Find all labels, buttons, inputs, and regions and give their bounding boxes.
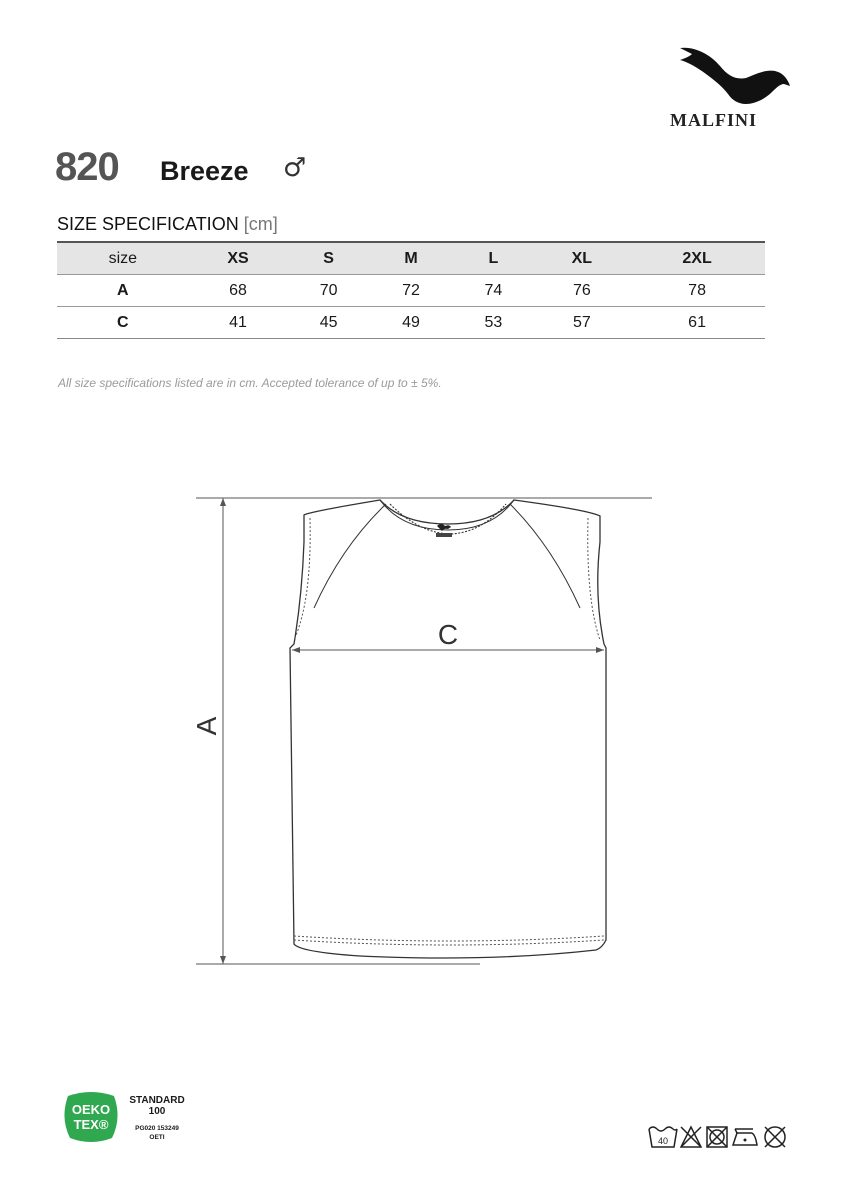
header-cell: S [287, 242, 369, 275]
tolerance-note: All size specifications listed are in cm. Accepted tolerance of up to ± 5%. [58, 376, 442, 390]
table-header-row [57, 242, 765, 275]
header-cell: XS [189, 242, 288, 275]
eagle-icon [672, 40, 802, 110]
garment-diagram [190, 490, 660, 975]
c-label: C [437, 619, 459, 650]
header-cell: 2XL [629, 242, 765, 275]
table-cell: 53 [484, 313, 503, 331]
oeko-line2: TEX® [73, 1117, 109, 1132]
product-model: 820 [55, 145, 119, 189]
garment-outline [290, 500, 606, 958]
spec-heading [57, 214, 278, 235]
male-icon: ♂ [283, 153, 307, 183]
oeko-institute: OETI [149, 1134, 165, 1141]
table-cell: 41 [229, 313, 247, 331]
care-symbols [647, 1123, 799, 1151]
table-cell: 61 [688, 313, 706, 331]
header-cell: L [452, 242, 534, 275]
no-tumble-dry-icon [707, 1127, 727, 1147]
a-label: A [191, 716, 222, 736]
brand-name: MALFINI [670, 110, 757, 130]
row-label: C [117, 313, 129, 331]
header-cell: size [57, 242, 189, 275]
table-cell: 74 [452, 275, 534, 307]
table-cell: 78 [629, 275, 765, 307]
tank-top-drawing [190, 490, 660, 975]
size-table [57, 241, 765, 339]
table-cell: 68 [189, 275, 288, 307]
oeko-code [126, 1124, 188, 1142]
svg-text:40: 40 [657, 1136, 669, 1146]
header-cell: M [370, 242, 452, 275]
row-label: A [57, 275, 189, 307]
table-cell: 49 [402, 313, 420, 331]
oeko-tex-badge [62, 1090, 120, 1144]
oeko-standard-label: STANDARD [129, 1095, 185, 1106]
wash-40-icon [649, 1127, 677, 1147]
oeko-standard [126, 1095, 188, 1117]
spec-heading-text: SIZE SPECIFICATION [57, 214, 239, 234]
table-cell: 57 [572, 313, 591, 331]
table-row [57, 275, 765, 307]
iron-low-icon [733, 1129, 757, 1145]
spec-unit: [cm] [243, 214, 278, 234]
no-dry-clean-icon [765, 1127, 785, 1147]
table-cell: 45 [319, 313, 338, 331]
table-row [57, 307, 765, 339]
header-cell: XL [535, 242, 630, 275]
table-cell: 70 [287, 275, 369, 307]
table-cell: 72 [370, 275, 452, 307]
oeko-cert-code: PG020 153249 [135, 1125, 179, 1132]
oeko-standard-number: 100 [148, 1106, 166, 1117]
oeko-line1: OEKO [71, 1102, 111, 1117]
no-bleach-icon [681, 1127, 701, 1147]
product-name: Breeze [160, 156, 249, 186]
table-cell: 76 [535, 275, 630, 307]
